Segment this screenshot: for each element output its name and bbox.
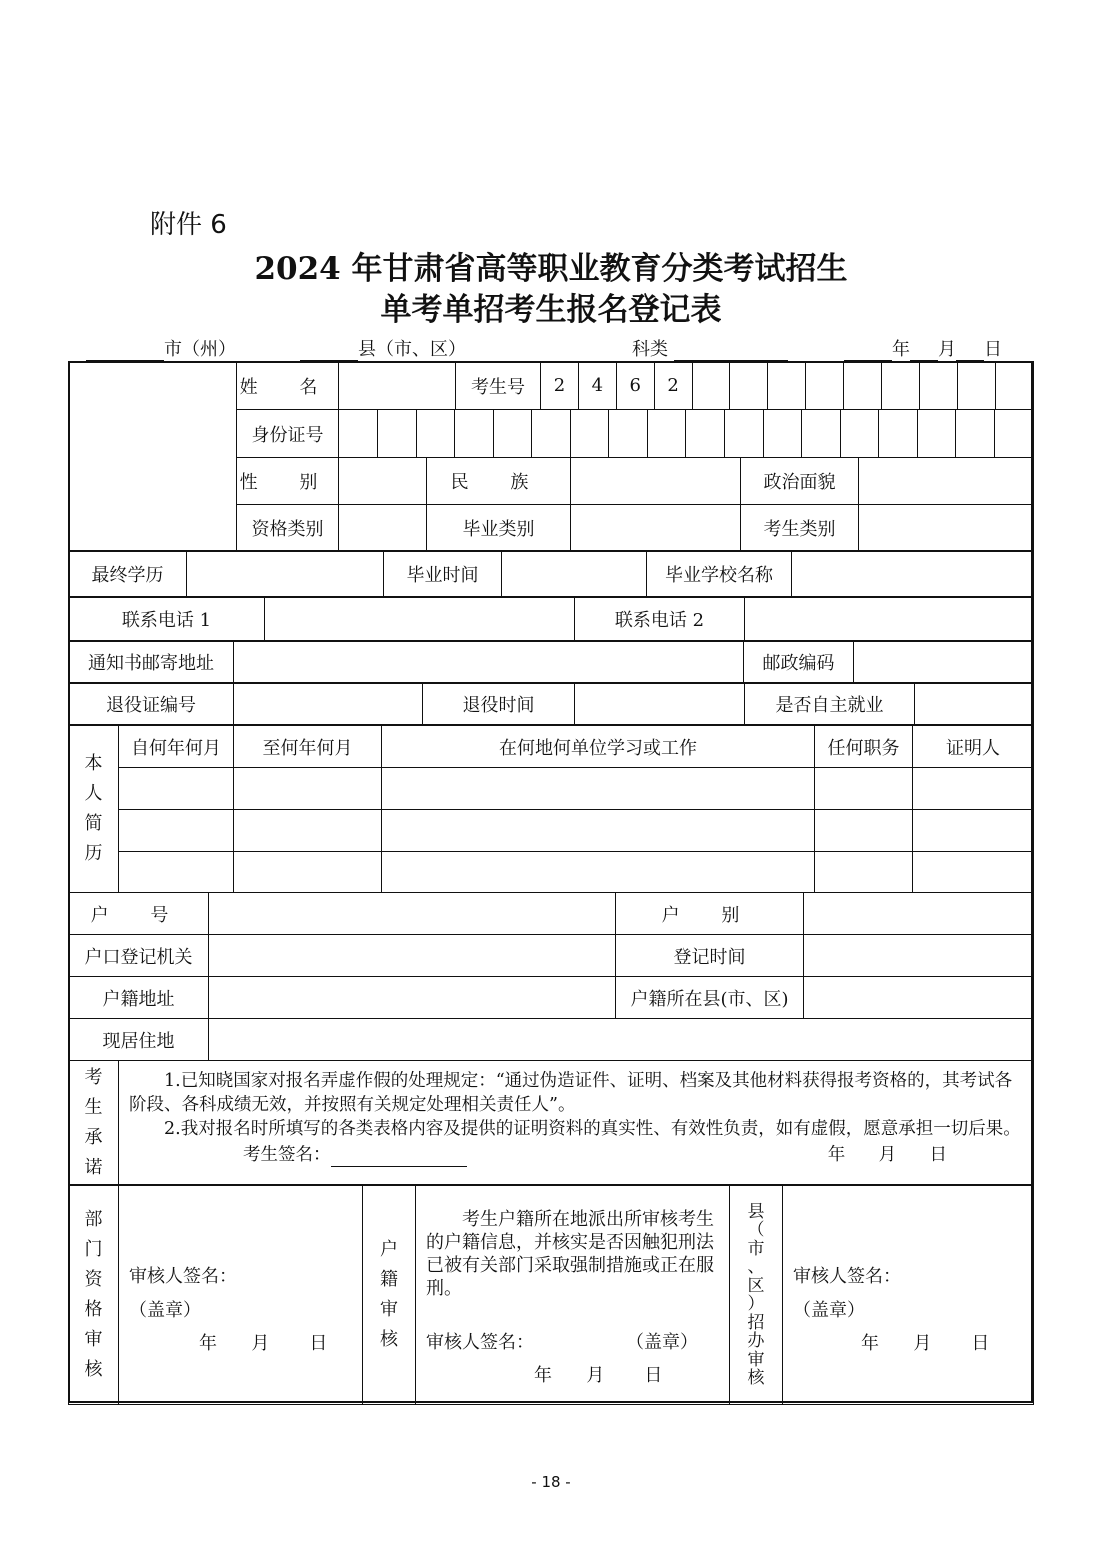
cand-type-label: 考生类别 — [741, 505, 859, 552]
id-digit[interactable] — [686, 410, 725, 457]
education-field[interactable] — [187, 551, 384, 597]
household-no-label: 户 号 — [69, 893, 209, 935]
hukou-county-label: 户籍所在县(市、区) — [616, 977, 804, 1019]
id-digit[interactable] — [840, 410, 879, 457]
exam-digit[interactable]: 2 — [654, 362, 692, 409]
hukou-date: 年 月 日 — [534, 1365, 663, 1386]
exam-digit[interactable] — [957, 362, 995, 409]
resume-col-from: 自何年何月 — [119, 726, 234, 768]
promise-item-2: 2.我对报名时所填写的各类表格内容及提供的证明资料的真实性、有效性负责，如有虚假，愿意承担一切后果。 — [164, 1119, 1021, 1139]
current-addr-field[interactable] — [209, 1019, 1034, 1061]
reg-time-label: 登记时间 — [616, 935, 804, 977]
dept-review-label: 部 门 资 格 审 核 — [69, 1186, 119, 1405]
current-addr-label: 现居住地 — [69, 1019, 209, 1061]
exam-no-label: 考生号 — [456, 362, 541, 409]
school-name-label: 毕业学校名称 — [647, 551, 792, 597]
household-no-field[interactable] — [209, 893, 616, 935]
address-row — [68, 641, 1034, 683]
mail-addr-label: 通知书邮寄地址 — [69, 642, 234, 683]
city-blank[interactable] — [86, 340, 164, 361]
dept-date: 年 月 日 — [199, 1333, 328, 1354]
exam-digit[interactable]: 2 — [541, 362, 579, 409]
county-seal: （盖章） — [793, 1300, 865, 1321]
dept-review-cell[interactable] — [119, 1186, 363, 1405]
grad-time-field[interactable] — [502, 551, 647, 597]
resume-col-position: 任何职务 — [815, 726, 913, 768]
self-employed-label: 是否自主就业 — [745, 684, 915, 725]
exam-digit[interactable] — [844, 362, 882, 409]
exam-digit[interactable]: 6 — [616, 362, 654, 409]
dept-reviewer-sign: 审核人签名： — [129, 1266, 237, 1287]
vet-time-label: 退役时间 — [423, 684, 575, 725]
photo-area[interactable] — [69, 362, 237, 552]
candidate-sign-row — [129, 1143, 1025, 1167]
id-digit[interactable] — [994, 410, 1033, 457]
resume-col-where: 在何地何单位学习或工作 — [382, 726, 815, 768]
id-digit[interactable] — [956, 410, 995, 457]
id-digit[interactable] — [493, 410, 532, 457]
table-row — [69, 852, 1034, 893]
gender-label: 性 别 — [237, 458, 339, 505]
reg-office-field[interactable] — [209, 935, 616, 977]
county-blank[interactable] — [300, 340, 358, 361]
hukou-reviewer-sign: 审核人签名： — [426, 1332, 534, 1353]
promise-content — [119, 1061, 1034, 1185]
resume-table — [68, 725, 1034, 893]
political-label: 政治面貌 — [741, 458, 859, 505]
hukou-review-text: 考生户籍所在地派出所审核考生的户籍信息，并核实是否因触犯刑法已被有关部门采取强制措施或正在服刑。 — [426, 1209, 714, 1299]
name-label: 姓 名 — [237, 362, 339, 410]
dept-seal: （盖章） — [129, 1300, 201, 1321]
id-digit[interactable] — [455, 410, 494, 457]
grad-time-label: 毕业时间 — [384, 551, 502, 597]
hukou-review-label: 户 籍 审 核 — [363, 1186, 416, 1405]
vet-cert-label: 退役证编号 — [69, 684, 234, 725]
id-no-label: 身份证号 — [237, 410, 339, 458]
school-name-field[interactable] — [792, 551, 1034, 597]
resume-label: 本 人 简 历 — [69, 726, 119, 893]
id-digit[interactable] — [339, 410, 378, 457]
hukou-seal: （盖章） — [626, 1332, 698, 1353]
exam-digit[interactable] — [692, 362, 730, 409]
ethnicity-field[interactable] — [571, 458, 741, 505]
exam-no-grid — [456, 362, 1033, 409]
household-table — [68, 892, 1034, 1061]
political-field[interactable] — [859, 458, 1034, 505]
exam-digit[interactable] — [919, 362, 957, 409]
attachment-label: 附件 6 — [150, 210, 227, 240]
reg-time-field[interactable] — [804, 935, 1034, 977]
id-digit[interactable] — [378, 410, 417, 457]
page-number: - 18 - — [531, 1473, 571, 1491]
ethnicity-label: 民 族 — [427, 458, 571, 505]
phone-row — [68, 597, 1034, 641]
exam-digit[interactable] — [730, 362, 768, 409]
hukou-addr-field[interactable] — [209, 977, 616, 1019]
promise-label: 考 生 承 诺 — [69, 1061, 119, 1185]
header-city: 市（州） — [86, 335, 236, 361]
id-digit[interactable] — [724, 410, 763, 457]
id-digit[interactable] — [763, 410, 802, 457]
grad-type-field[interactable] — [571, 505, 741, 552]
county-review-label: 县 （ 市 、 区 ） 招 办 审 核 — [730, 1186, 783, 1405]
review-table — [68, 1185, 1034, 1405]
reg-office-label: 户口登记机关 — [69, 935, 209, 977]
cand-sign-field[interactable] — [331, 1148, 467, 1167]
id-digit[interactable] — [879, 410, 918, 457]
id-digit[interactable] — [532, 410, 571, 457]
table-row — [69, 768, 1034, 810]
county-review-cell[interactable] — [783, 1186, 1034, 1405]
county-date: 年 月 日 — [861, 1333, 990, 1354]
household-type-field[interactable] — [804, 893, 1034, 935]
hukou-review-cell[interactable] — [416, 1186, 730, 1405]
id-digit[interactable] — [609, 410, 648, 457]
self-employed-field[interactable] — [915, 684, 1034, 725]
form-title: 2024 年甘肃省高等职业教育分类考试招生 — [254, 251, 848, 287]
vet-cert-field[interactable] — [234, 684, 423, 725]
education-row — [68, 550, 1034, 597]
resume-col-to: 至何年何月 — [234, 726, 382, 768]
qual-type-field[interactable] — [339, 505, 427, 552]
id-digit[interactable] — [647, 410, 686, 457]
cand-sign-date: 年 月 日 — [827, 1145, 947, 1165]
exam-digit[interactable] — [995, 362, 1033, 409]
hukou-addr-label: 户籍地址 — [69, 977, 209, 1019]
form-subtitle: 单考单招考生报名登记表 — [380, 292, 722, 328]
id-digit[interactable] — [802, 410, 841, 457]
cand-type-field[interactable] — [859, 505, 1034, 552]
qual-type-label: 资格类别 — [237, 505, 339, 552]
id-digit[interactable] — [570, 410, 609, 457]
education-label: 最终学历 — [69, 551, 187, 597]
vet-time-field[interactable] — [575, 684, 745, 725]
postcode-label: 邮政编码 — [744, 642, 854, 683]
id-no-grid — [339, 410, 1033, 457]
exam-digit[interactable] — [881, 362, 919, 409]
veteran-row — [68, 683, 1034, 725]
exam-digit[interactable]: 4 — [578, 362, 616, 409]
header-subject: 科类 — [632, 335, 788, 361]
exam-digit[interactable] — [768, 362, 806, 409]
phone2-label: 联系电话 2 — [575, 598, 745, 641]
id-digit[interactable] — [416, 410, 455, 457]
cand-sign-label: 考生签名： — [243, 1145, 331, 1165]
county-reviewer-sign: 审核人签名： — [793, 1266, 901, 1287]
postcode-field[interactable] — [854, 642, 1034, 683]
grad-type-label: 毕业类别 — [427, 505, 571, 552]
table-row — [69, 810, 1034, 852]
gender-field[interactable] — [339, 458, 427, 505]
name-field[interactable] — [339, 362, 456, 410]
phone2-field[interactable] — [745, 598, 1034, 641]
header-county: 县（市、区） — [300, 335, 466, 361]
household-type-label: 户 别 — [616, 893, 804, 935]
promise-item-1: 1.已知晓国家对报名弄虚作假的处理规定：“通过伪造证件、证明、档案及其他材料获得报考资格的，其考试各阶段、各科成绩无效，并按照有关规定处理相关责任人”。 — [129, 1071, 1013, 1115]
basic-info-table — [68, 361, 1034, 552]
hukou-county-field[interactable] — [804, 977, 1034, 1019]
subject-blank[interactable] — [674, 340, 788, 361]
phone1-label: 联系电话 1 — [69, 598, 265, 641]
promise-table — [68, 1060, 1034, 1185]
phone1-field[interactable] — [265, 598, 575, 641]
exam-digit[interactable] — [806, 362, 844, 409]
header-date: 年 月 日 — [844, 335, 1002, 361]
id-digit[interactable] — [917, 410, 956, 457]
mail-addr-field[interactable] — [234, 642, 744, 683]
resume-col-witness: 证明人 — [913, 726, 1034, 768]
